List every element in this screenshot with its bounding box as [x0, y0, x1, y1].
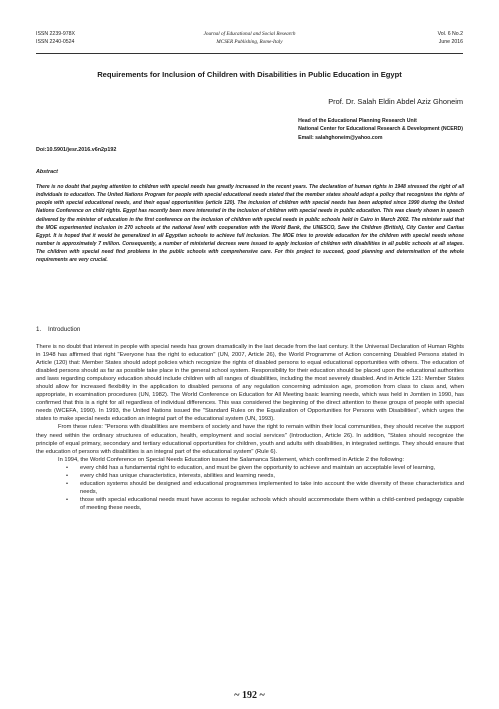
list-item-text: education systems should be designed and educational programmes implemented to take into account the wide diversity of these characteristics and needs,	[80, 480, 464, 495]
bullet-icon: •	[66, 480, 69, 487]
header-rule	[36, 53, 463, 54]
publisher: MCSER Publishing, Rome-Italy	[216, 39, 283, 45]
running-header	[36, 30, 463, 50]
body-text	[36, 343, 464, 512]
journal-name: Journal of Educational and Social Research	[203, 31, 296, 37]
list-item	[36, 480, 464, 496]
list-item	[36, 464, 464, 472]
page-number: ~ 192 ~	[234, 690, 265, 701]
paper-title: Requirements for Inclusion of Children with Disabilities in Public Education in Egypt	[97, 70, 402, 79]
journal-block	[36, 30, 463, 46]
section-number: 1.	[36, 326, 42, 333]
abstract-body: There is no doubt that paying attention to children with special needs has greatly increased in the recent years. The declaration of human rights in 1948 stressed the right of all individuals to education. The United Nations Program for people with special educational needs stated that the member states should adopt a policy that recognizes the rights of people with special educational needs, and their equal opportunities (article 120). The inclusion of children with special needs has been adopted since 1990 during the United Nations Conference on child rights. Egypt has recently been more interested in the inclusion of children with special needs in public education. This was clearly shown in speech delivered by the minister of education in the first conference on the inclusion of children with special needs in public schools held in Cairo in March 2002. The minister said that the MOE experimented inclusion in 270 schools at the national level with cooperation with the World Bank, the UNESCO, Save the Children (British), City Center and Caritas Egypt. It is hoped that it would be generalized in all Egyptian schools to achieve full inclusion. The MOE tries to provide education for the children with special needs whose number is approximately 7 million. Consequently, a number of ministerial decrees were issued to apply inclusion of children with disabilities in all public schools at all stages. The children with special need find problems in the public schools with comprehensive care. For this project to succeed, good planning and determination of the whole requirements are very crucial.	[36, 184, 464, 264]
doi: Doi:10.5901/jesr.2016.v6n2p192	[36, 147, 117, 153]
abstract-heading: Abstract	[36, 169, 58, 175]
list-item-text: every child has unique characteristics, interests, abilities and learning needs,	[80, 472, 275, 479]
section-heading	[36, 326, 80, 333]
abstract-text	[36, 183, 464, 265]
author-name: Prof. Dr. Salah Eldin Abdel Aziz Ghoneim	[328, 97, 463, 106]
list-item-text: those with special educational needs must have access to regular schools which should accommodate them within a child-centred pedagogy capable of meeting these needs,	[80, 496, 464, 511]
affiliation-unit: Head of the Educational Planning Research Unit	[298, 118, 417, 124]
issn-online: ISSN 2240-0524	[36, 39, 75, 45]
bullet-icon: •	[66, 464, 69, 471]
author-affiliation	[298, 117, 463, 142]
issue-date: June 2016	[438, 39, 463, 45]
bullet-list	[36, 464, 464, 512]
volume-block	[438, 30, 463, 46]
section-title: Introduction	[48, 326, 81, 333]
list-item	[36, 472, 464, 480]
volume: Vol. 6 No.2	[437, 31, 463, 37]
paragraph: From these rules: "Persons with disabilities are members of society and have the right to remain within their local communities, they should receive the support they need within the ordinary structures of education, health, employment and social services" (Introduction, Article 26). In addition, "States should recognize the principle of equal primary, secondary and tertiary educational opportunities for children, youth and adults with disabilities, in integrated settings. They should ensure that the education of persons with disabilities is an integral part of the educational system" (Rule 6).	[36, 424, 464, 455]
author-email: Email: salahghoneim@yahoo.com	[298, 134, 383, 141]
paragraph: In 1994, the World Conference on Special Needs Education issued the Salamanca Statement, which confirmed in Article 2 the following:	[58, 456, 405, 463]
paragraph: There is no doubt that interest in people with special needs has grown dramatically in the last decade from the last century. It the Universal Declaration of Human Rights in 1948 has affirmed that right "Everyone has the right to education" (UN, 2007, Article 26), the World Programme of Action concerning Disabled Persons stated in Article (120) that: Member States should adopt policies which recognize the rights of disabled persons to equal educational opportunities with others. The education of disabled persons should as far as possible take place in the general school system. Responsibility for their education should be placed upon the educational authorities and laws regarding compulsory education should include children with all ranges of disabilities, including the most severely disabled. And in Article 121: Member States should allow for increased flexibility in the application to disabled persons of any regulation concerning admission age, promotion from class to class and, when appropriate, in examination procedures (UN, 1982). The World Conference on Education for All Meeting basic learning needs, which was held in Jomtien in 1990, has confirmed that this is a right for all regardless of individual differences. This was considered the beginning of the direct attention to these groups of people with special needs (WCEFA, 1990). In 1993, the United Nations issued the "Standard Rules on the Equalization of Opportunities for Persons with Disabilities", which urges the states to make special needs education an integral part of the educational system (UN, 1993).	[36, 344, 464, 423]
list-item-text: every child has a fundamental right to education, and must be given the opportunity to achieve and maintain an acceptable level of learning,	[80, 464, 436, 471]
list-item	[36, 496, 464, 512]
bullet-icon: •	[66, 472, 69, 479]
issn-print: ISSN 2239-978X	[36, 31, 75, 37]
affiliation-center: National Center for Educational Research & Development (NCERD)	[298, 126, 463, 133]
bullet-icon: •	[66, 496, 69, 503]
